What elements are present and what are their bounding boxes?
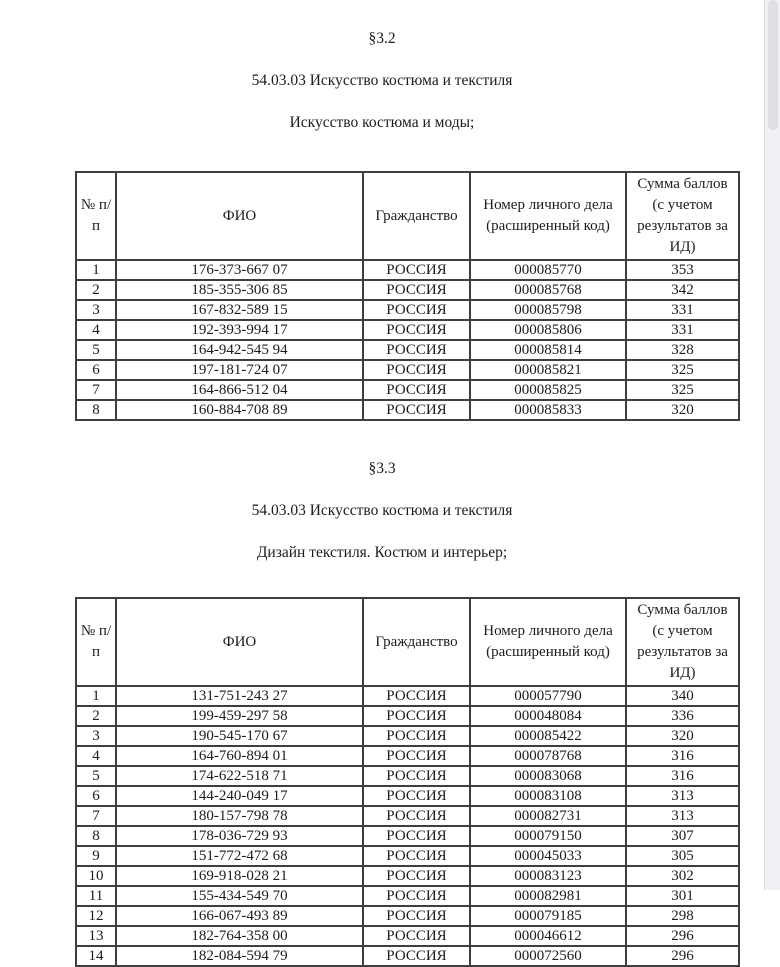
table-cell: 1: [76, 260, 116, 280]
column-header-file-number: Номер личного дела (расширенный код): [470, 172, 626, 260]
table-cell: 164-760-894 01: [116, 746, 363, 766]
section-3-3: [0, 437, 764, 967]
column-header-name: ФИО: [116, 172, 363, 260]
section-paragraph: §3.2: [368, 30, 396, 47]
table-cell: 144-240-049 17: [116, 786, 363, 806]
table-cell: РОССИЯ: [363, 906, 470, 926]
table-cell: 296: [626, 946, 739, 966]
table-cell: 3: [76, 300, 116, 320]
scrollbar-track[interactable]: [764, 0, 780, 890]
table-cell: 6: [76, 360, 116, 380]
table-cell: 316: [626, 766, 739, 786]
table-cell: РОССИЯ: [363, 766, 470, 786]
table-cell: 325: [626, 380, 739, 400]
table-cell: 320: [626, 726, 739, 746]
table-row: [76, 280, 739, 300]
table-cell: РОССИЯ: [363, 280, 470, 300]
table-cell: 192-393-994 17: [116, 320, 363, 340]
table-cell: 307: [626, 826, 739, 846]
table-row: [76, 300, 739, 320]
table-cell: 6: [76, 786, 116, 806]
table-cell: РОССИЯ: [363, 806, 470, 826]
table-cell: 340: [626, 686, 739, 706]
table-cell: 8: [76, 400, 116, 420]
table-cell: 7: [76, 806, 116, 826]
column-header-number: № п/п: [76, 172, 116, 260]
table-cell: 1: [76, 686, 116, 706]
table-cell: РОССИЯ: [363, 926, 470, 946]
table-cell: 8: [76, 826, 116, 846]
table-cell: РОССИЯ: [363, 726, 470, 746]
section-program: 54.03.03 Искусство костюма и текстиля: [251, 72, 513, 89]
table-cell: 000082981: [470, 886, 626, 906]
table-cell: 313: [626, 806, 739, 826]
table-cell: 3: [76, 726, 116, 746]
applicants-table: [75, 171, 740, 421]
table-cell: 328: [626, 340, 739, 360]
section-profile: Дизайн текстиля. Костюм и интерьер;: [256, 544, 508, 561]
table-cell: 331: [626, 320, 739, 340]
applicants-table: [75, 597, 740, 967]
table-cell: 298: [626, 906, 739, 926]
column-header-file-number: Номер личного дела (расширенный код): [470, 598, 626, 686]
table-cell: 166-067-493 89: [116, 906, 363, 926]
table-cell: 313: [626, 786, 739, 806]
table-row: [76, 340, 739, 360]
table-cell: 000085821: [470, 360, 626, 380]
table-cell: РОССИЯ: [363, 380, 470, 400]
table-cell: 164-866-512 04: [116, 380, 363, 400]
table-cell: 185-355-306 85: [116, 280, 363, 300]
table-cell: 320: [626, 400, 739, 420]
table-cell: 5: [76, 766, 116, 786]
table-cell: 000078768: [470, 746, 626, 766]
table-cell: 000085798: [470, 300, 626, 320]
table-cell: 4: [76, 320, 116, 340]
table-row: [76, 360, 739, 380]
table-row: [76, 786, 739, 806]
table-cell: 000072560: [470, 946, 626, 966]
table-cell: РОССИЯ: [363, 260, 470, 280]
table-cell: 000085770: [470, 260, 626, 280]
table-cell: 164-942-545 94: [116, 340, 363, 360]
table-cell: РОССИЯ: [363, 746, 470, 766]
column-header-citizenship: Гражданство: [363, 172, 470, 260]
column-header-number: № п/п: [76, 598, 116, 686]
table-row: [76, 846, 739, 866]
table-cell: РОССИЯ: [363, 706, 470, 726]
table-cell: 151-772-472 68: [116, 846, 363, 866]
table-cell: 199-459-297 58: [116, 706, 363, 726]
table-cell: 000079185: [470, 906, 626, 926]
table-cell: РОССИЯ: [363, 340, 470, 360]
table-cell: 302: [626, 866, 739, 886]
section-heading: [0, 437, 764, 584]
table-cell: РОССИЯ: [363, 846, 470, 866]
table-cell: РОССИЯ: [363, 686, 470, 706]
table-row: [76, 686, 739, 706]
table-row: [76, 726, 739, 746]
column-header-score: Сумма баллов (с учетом результатов за ИД): [626, 172, 739, 260]
table-body: [76, 686, 739, 966]
table-cell: РОССИЯ: [363, 786, 470, 806]
section-profile: Искусство костюма и моды;: [289, 114, 475, 131]
table-cell: 296: [626, 926, 739, 946]
table-header-row: [76, 598, 739, 686]
table-cell: 155-434-549 70: [116, 886, 363, 906]
table-cell: 131-751-243 27: [116, 686, 363, 706]
table-row: [76, 380, 739, 400]
table-cell: 197-181-724 07: [116, 360, 363, 380]
table-cell: 000085806: [470, 320, 626, 340]
table-cell: 000085768: [470, 280, 626, 300]
table-row: [76, 260, 739, 280]
table-row: [76, 826, 739, 846]
table-cell: 160-884-708 89: [116, 400, 363, 420]
table-cell: 000045033: [470, 846, 626, 866]
table-cell: 2: [76, 280, 116, 300]
table-header-row: [76, 172, 739, 260]
table-row: [76, 806, 739, 826]
table-row: [76, 400, 739, 420]
table-cell: 000046612: [470, 926, 626, 946]
table-cell: 000057790: [470, 686, 626, 706]
table-cell: 4: [76, 746, 116, 766]
section-program: 54.03.03 Искусство костюма и текстиля: [251, 502, 513, 519]
table-cell: 000085422: [470, 726, 626, 746]
table-cell: 000083108: [470, 786, 626, 806]
table-cell: 301: [626, 886, 739, 906]
table-row: [76, 946, 739, 966]
table-cell: 182-764-358 00: [116, 926, 363, 946]
table-cell: 178-036-729 93: [116, 826, 363, 846]
table-row: [76, 766, 739, 786]
table-cell: РОССИЯ: [363, 400, 470, 420]
table-cell: РОССИЯ: [363, 826, 470, 846]
table-cell: 190-545-170 67: [116, 726, 363, 746]
column-header-score: Сумма баллов (с учетом результатов за ИД): [626, 598, 739, 686]
table-cell: 180-157-798 78: [116, 806, 363, 826]
table-cell: 331: [626, 300, 739, 320]
table-cell: 000085833: [470, 400, 626, 420]
column-header-citizenship: Гражданство: [363, 598, 470, 686]
table-cell: РОССИЯ: [363, 866, 470, 886]
table-row: [76, 906, 739, 926]
table-body: [76, 260, 739, 420]
section-paragraph: §3.3: [368, 460, 396, 477]
table-cell: 316: [626, 746, 739, 766]
table-cell: 176-373-667 07: [116, 260, 363, 280]
table-cell: РОССИЯ: [363, 886, 470, 906]
table-cell: 000083068: [470, 766, 626, 786]
table-cell: 000085825: [470, 380, 626, 400]
table-cell: 325: [626, 360, 739, 380]
table-cell: 000048084: [470, 706, 626, 726]
column-header-name: ФИО: [116, 598, 363, 686]
table-cell: 11: [76, 886, 116, 906]
table-cell: РОССИЯ: [363, 360, 470, 380]
table-cell: РОССИЯ: [363, 300, 470, 320]
section-heading: [0, 0, 764, 154]
table-cell: 000085814: [470, 340, 626, 360]
table-cell: 000083123: [470, 866, 626, 886]
table-cell: 169-918-028 21: [116, 866, 363, 886]
table-cell: 336: [626, 706, 739, 726]
table-cell: 182-084-594 79: [116, 946, 363, 966]
table-cell: 353: [626, 260, 739, 280]
section-3-2: [0, 0, 764, 421]
table-cell: 174-622-518 71: [116, 766, 363, 786]
table-cell: 167-832-589 15: [116, 300, 363, 320]
table-cell: 9: [76, 846, 116, 866]
table-cell: 305: [626, 846, 739, 866]
table-row: [76, 706, 739, 726]
table-cell: РОССИЯ: [363, 320, 470, 340]
table-cell: 5: [76, 340, 116, 360]
table-cell: 7: [76, 380, 116, 400]
table-row: [76, 746, 739, 766]
table-cell: 000082731: [470, 806, 626, 826]
table-row: [76, 866, 739, 886]
scrollbar-thumb[interactable]: [768, 0, 778, 130]
table-cell: 13: [76, 926, 116, 946]
table-cell: 10: [76, 866, 116, 886]
table-cell: РОССИЯ: [363, 946, 470, 966]
table-row: [76, 320, 739, 340]
table-cell: 2: [76, 706, 116, 726]
table-cell: 12: [76, 906, 116, 926]
table-row: [76, 886, 739, 906]
table-row: [76, 926, 739, 946]
table-cell: 000079150: [470, 826, 626, 846]
table-cell: 342: [626, 280, 739, 300]
table-cell: 14: [76, 946, 116, 966]
